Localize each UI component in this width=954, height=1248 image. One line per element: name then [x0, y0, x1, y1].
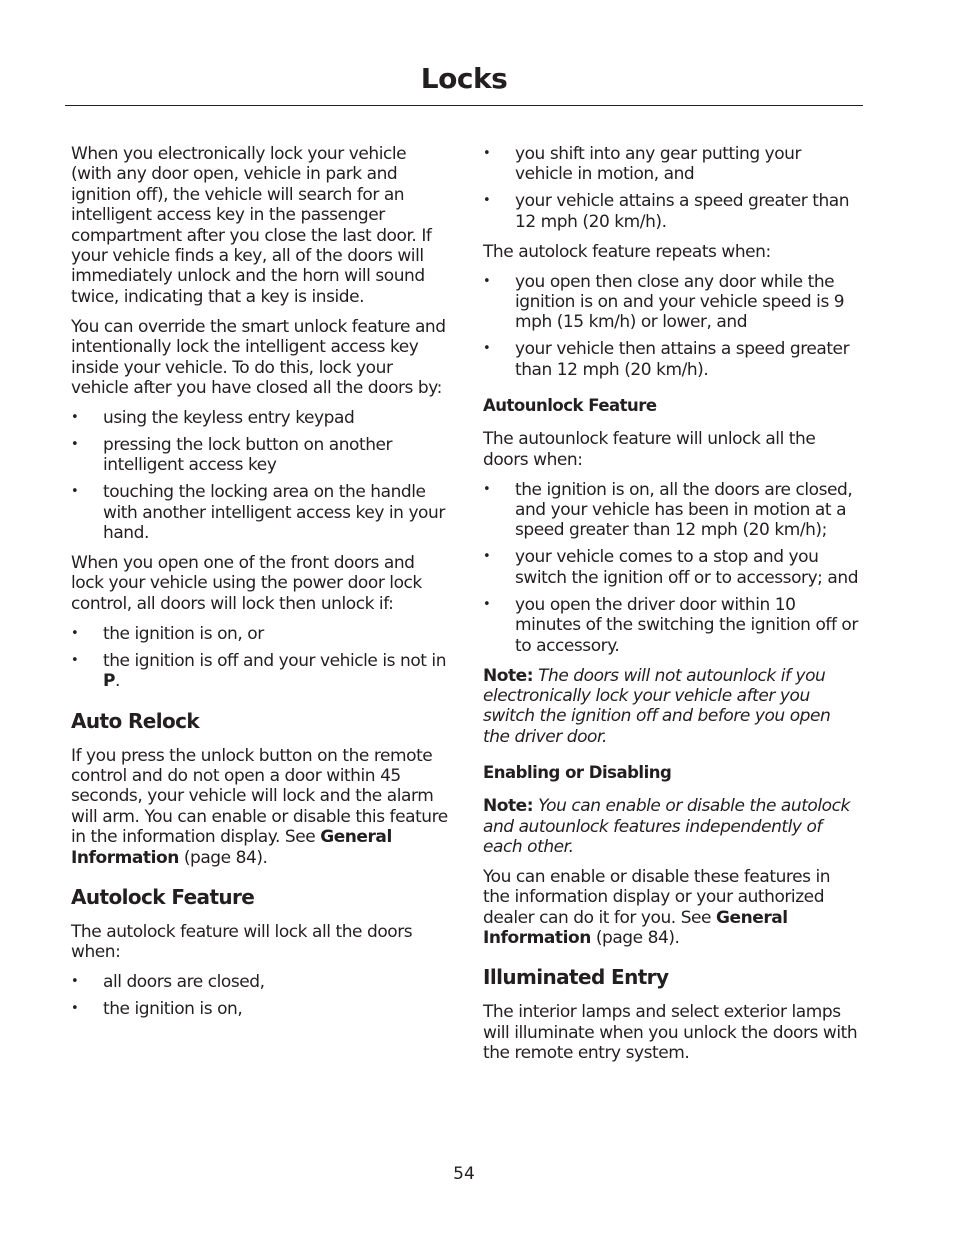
list-item-text [103, 651, 446, 691]
smart-unlock-paragraph: When you electronically lock your vehicle (with any door open, vehicle in park and ignition off), the vehicle will search for an intelligent access key in the passenger compartment after you close the last door. If your vehicle finds a key, all of the doors will immediately unlock and the horn will sound twice, indicating that a key is inside. [71, 144, 432, 307]
list-item-text: the ignition is on, all the doors are closed, and your vehicle has been in motion at a speed greater than 12 mph (20 km/h); [515, 479, 853, 541]
list-item-text: the ignition is on, [103, 999, 243, 1020]
front-doors-list [71, 624, 449, 692]
bullet-icon: • [483, 273, 491, 289]
list-item-text: the ignition is on, or [103, 623, 264, 644]
list-item-text: you open then close any door while the ignition is on and your vehicle speed is 9 mph (15 km/h) or lower, and [515, 271, 845, 333]
list-item-text: using the keyless entry keypad [103, 407, 355, 428]
override-paragraph: You can override the smart unlock feature and intentionally lock the intelligent access key inside your vehicle. To do this, lock your vehicle after you have closed all the doors by: [71, 316, 446, 398]
list-item [71, 624, 449, 644]
auto-relock-heading: Auto Relock [71, 708, 200, 733]
list-item-text: touching the locking area on the handle with another intelligent access key in your hand. [103, 482, 445, 544]
general-information-link[interactable]: General Information [483, 907, 788, 949]
bullet-icon: • [71, 1001, 79, 1017]
list-item [71, 999, 449, 1019]
enabling-text: You can enable or disable these features in the information display or your authorized dealer can do it for you. See [483, 866, 831, 928]
note-label: Note: [483, 665, 534, 686]
bullet-icon: • [483, 193, 491, 209]
list-item [71, 408, 449, 428]
enabling-page-ref: (page 84). [590, 928, 680, 949]
list-item [483, 272, 861, 333]
bullet-icon: • [71, 484, 79, 500]
autounlock-heading: Autounlock Feature [483, 396, 657, 416]
list-item-text: your vehicle then attains a speed greater than 12 mph (20 km/h). [515, 339, 850, 380]
list-item-text: you open the driver door within 10 minutes of the switching the ignition off or to accessory. [515, 594, 858, 656]
list-item [483, 595, 861, 656]
enabling-note [483, 796, 861, 857]
list-item [483, 144, 861, 185]
list-item [71, 651, 449, 692]
list-item [483, 191, 861, 232]
note-text: The doors will not autounlock if you electronically lock your vehicle after you switch the ignition off and before you open the driver door. [483, 665, 831, 747]
autolock-intro: The autolock feature will lock all the doors when: [71, 921, 413, 963]
page-title: Locks [420, 62, 508, 95]
autolock-heading: Autolock Feature [71, 884, 255, 909]
list-item [483, 339, 861, 380]
bullet-icon: • [71, 625, 79, 641]
autolock-repeat-intro: The autolock feature repeats when: [483, 241, 771, 262]
list-item-text: pressing the lock button on another intelligent access key [103, 434, 393, 476]
autounlock-list [483, 480, 861, 656]
autounlock-note [483, 666, 861, 748]
list-item-text: your vehicle comes to a stop and you switch the ignition off or to accessory; and [515, 547, 859, 588]
bullet-icon: • [483, 481, 491, 497]
auto-relock-text: If you press the unlock button on the remote control and do not open a door within 45 seconds, your vehicle will lock and the alarm will arm. You can enable or disable this feature in the information display. See [71, 745, 448, 848]
list-item [483, 480, 861, 541]
illuminated-entry-heading: Illuminated Entry [483, 965, 669, 990]
autolock-repeat-list [483, 272, 861, 381]
bullet-icon: • [71, 652, 79, 668]
autolock-list [71, 972, 449, 1019]
title-divider [65, 105, 863, 106]
bullet-icon: • [71, 436, 79, 452]
note-label: Note: [483, 796, 534, 817]
front-doors-paragraph: When you open one of the front doors and lock your vehicle using the power door lock control, all doors will lock then unlock if: [71, 553, 422, 614]
list-item [483, 547, 861, 588]
note-text: You can enable or disable the autolock and autounlock features independently of each other. [483, 796, 850, 857]
gear-park-label: P [103, 671, 116, 692]
list-item-text-post: . [115, 671, 120, 692]
list-item [71, 482, 449, 543]
list-item [71, 435, 449, 476]
bullet-icon: • [483, 549, 491, 565]
list-item-text: your vehicle attains a speed greater than 12 mph (20 km/h). [515, 191, 850, 232]
autolock-continued-list [483, 144, 861, 232]
left-column [71, 144, 449, 1029]
autounlock-intro: The autounlock feature will unlock all the doors when: [483, 429, 816, 470]
list-item-text-pre: the ignition is off and your vehicle is not in [103, 650, 447, 671]
bullet-icon: • [71, 409, 79, 425]
general-information-link[interactable]: General Information [71, 827, 392, 868]
enabling-heading: Enabling or Disabling [483, 763, 672, 783]
bullet-icon: • [483, 341, 491, 357]
illuminated-entry-paragraph: The interior lamps and select exterior lamps will illuminate when you unlock the doors with the remote entry system. [483, 1002, 858, 1064]
list-item-text: you shift into any gear putting your vehicle in motion, and [515, 144, 802, 185]
bullet-icon: • [71, 974, 79, 990]
override-list [71, 408, 449, 544]
auto-relock-paragraph [71, 746, 449, 868]
list-item [71, 972, 449, 992]
auto-relock-page-ref: (page 84). [178, 847, 268, 868]
page-number: 54 [453, 1164, 475, 1184]
list-item-text: all doors are closed, [103, 972, 265, 993]
bullet-icon: • [483, 596, 491, 612]
enabling-paragraph [483, 867, 861, 949]
bullet-icon: • [483, 146, 491, 161]
right-column [483, 144, 861, 1073]
